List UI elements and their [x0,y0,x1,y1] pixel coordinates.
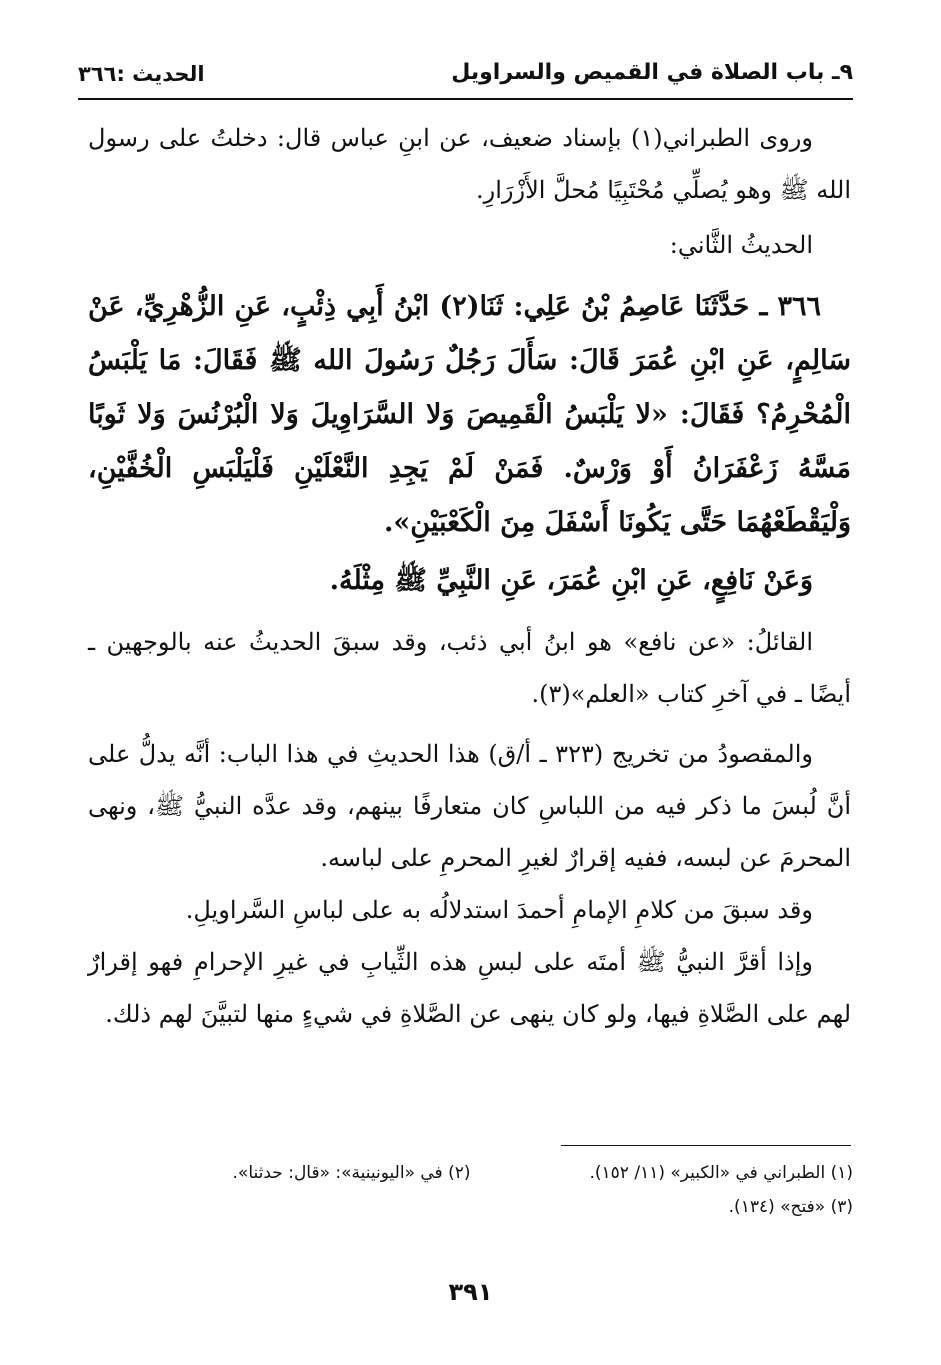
footnote-3: (٣) «فتح» (١٣٤). [728,1197,853,1217]
footnote-divider [561,1145,851,1146]
hadith-text: ٣٦٦ ـ حَدَّثَنَا عَاصِمُ بْنُ عَلِي: ثَنَا(٢) ابْنُ أَبِي ذِئْبٍ، عَنِ الزُّهْرِيِّ، عَنْ سَالِمٍ، عَنِ ابْنِ عُمَرَ قَالَ: سَأَلَ رَجُلٌ رَسُولَ الله ﷺ فَقَالَ: مَا يَلْبَسُ الْمُحْرِمُ؟ فَقَالَ: «لا يَلْبَسُ الْقَمِيصَ وَلا السَّرَاوِيلَ وَلا الْبُرْنُسَ وَلا ثَوبًا مَسَّهُ زَعْفَرَانُ أَوْ وَرْسٌ. فَمَنْ لَمْ يَجِدِ النَّعْلَيْنِ فَلْيَلْبَسِ الْخُفَّيْنِ، وَلْيَقْطَعْهُمَا حَتَّى يَكُونَا أَسْفَلَ مِنَ الْكَعْبَيْنِ». [88,291,851,538]
paragraph-idha: وإذا أقرَّ النبيُّ ﷺ أمتَه على لبسِ هذه الثِّيابِ في غيرِ الإحرامِ فهو إقرارٌ لهم على الصَّلاةِ فيها، ولو كان ينهى عن الصَّلاةِ في شيءٍ منها لتبيَّنَ لهم ذلك. [88,948,851,1028]
section-heading-second-hadith: الحديثُ الثَّاني: [669,231,813,259]
hadith-number-label: الحديث :٣٦٦ [78,62,205,86]
footnote-2: (٢) في «اليونينية»: «قال: حدثنا». [232,1163,471,1183]
footnote-1: (١) الطبراني في «الكبير» (١١/ ١٥٢). [589,1163,853,1183]
page-number: ٣٩١ [448,1278,493,1306]
paragraph-qail: القائلُ: «عن نافع» هو ابنُ أبي ذئب، وقد سبقَ الحديثُ عنه بالوجهين ـ أيضًا ـ في آخرِ كتاب «العلم»(٣). [88,628,851,708]
paragraph-sabaq: وقد سبقَ من كلامِ الإمامِ أحمدَ استدلالُه به على لباسِ السَّراويلِ. [185,896,813,924]
hadith-text-nafi: وَعَنْ نَافِعٍ، عَنِ ابْنِ عُمَرَ، عَنِ النَّبِيِّ ﷺ مِثْلَهُ. [329,565,813,596]
main-text [88,112,851,1040]
footnotes [88,1156,853,1224]
paragraph-maqsud: والمقصودُ من تخريج (٣٢٣ ـ أ/ق) هذا الحديثِ في هذا الباب: أنَّه يدلُّ على أنَّ لُبسَ ما ذكر فيه من اللباسِ كان متعارفًا بينهم، وقد عدَّه النبيُّ ﷺ، ونهى المحرمَ عن لبسه، ففيه إقرارٌ لغيرِ المحرمِ على لباسه. [88,740,852,872]
chapter-title: ٩ـ باب الصلاة في القميص والسراويل [451,60,853,85]
running-header [78,52,853,100]
paragraph-tabarani: وروى الطبراني(١) بإسناد ضعيف، عن ابنِ عباس قال: دخلتُ على رسول الله ﷺ وهو يُصلِّي مُحْتَبِيًا مُحلَّ الأَزْرَارِ. [88,124,851,204]
